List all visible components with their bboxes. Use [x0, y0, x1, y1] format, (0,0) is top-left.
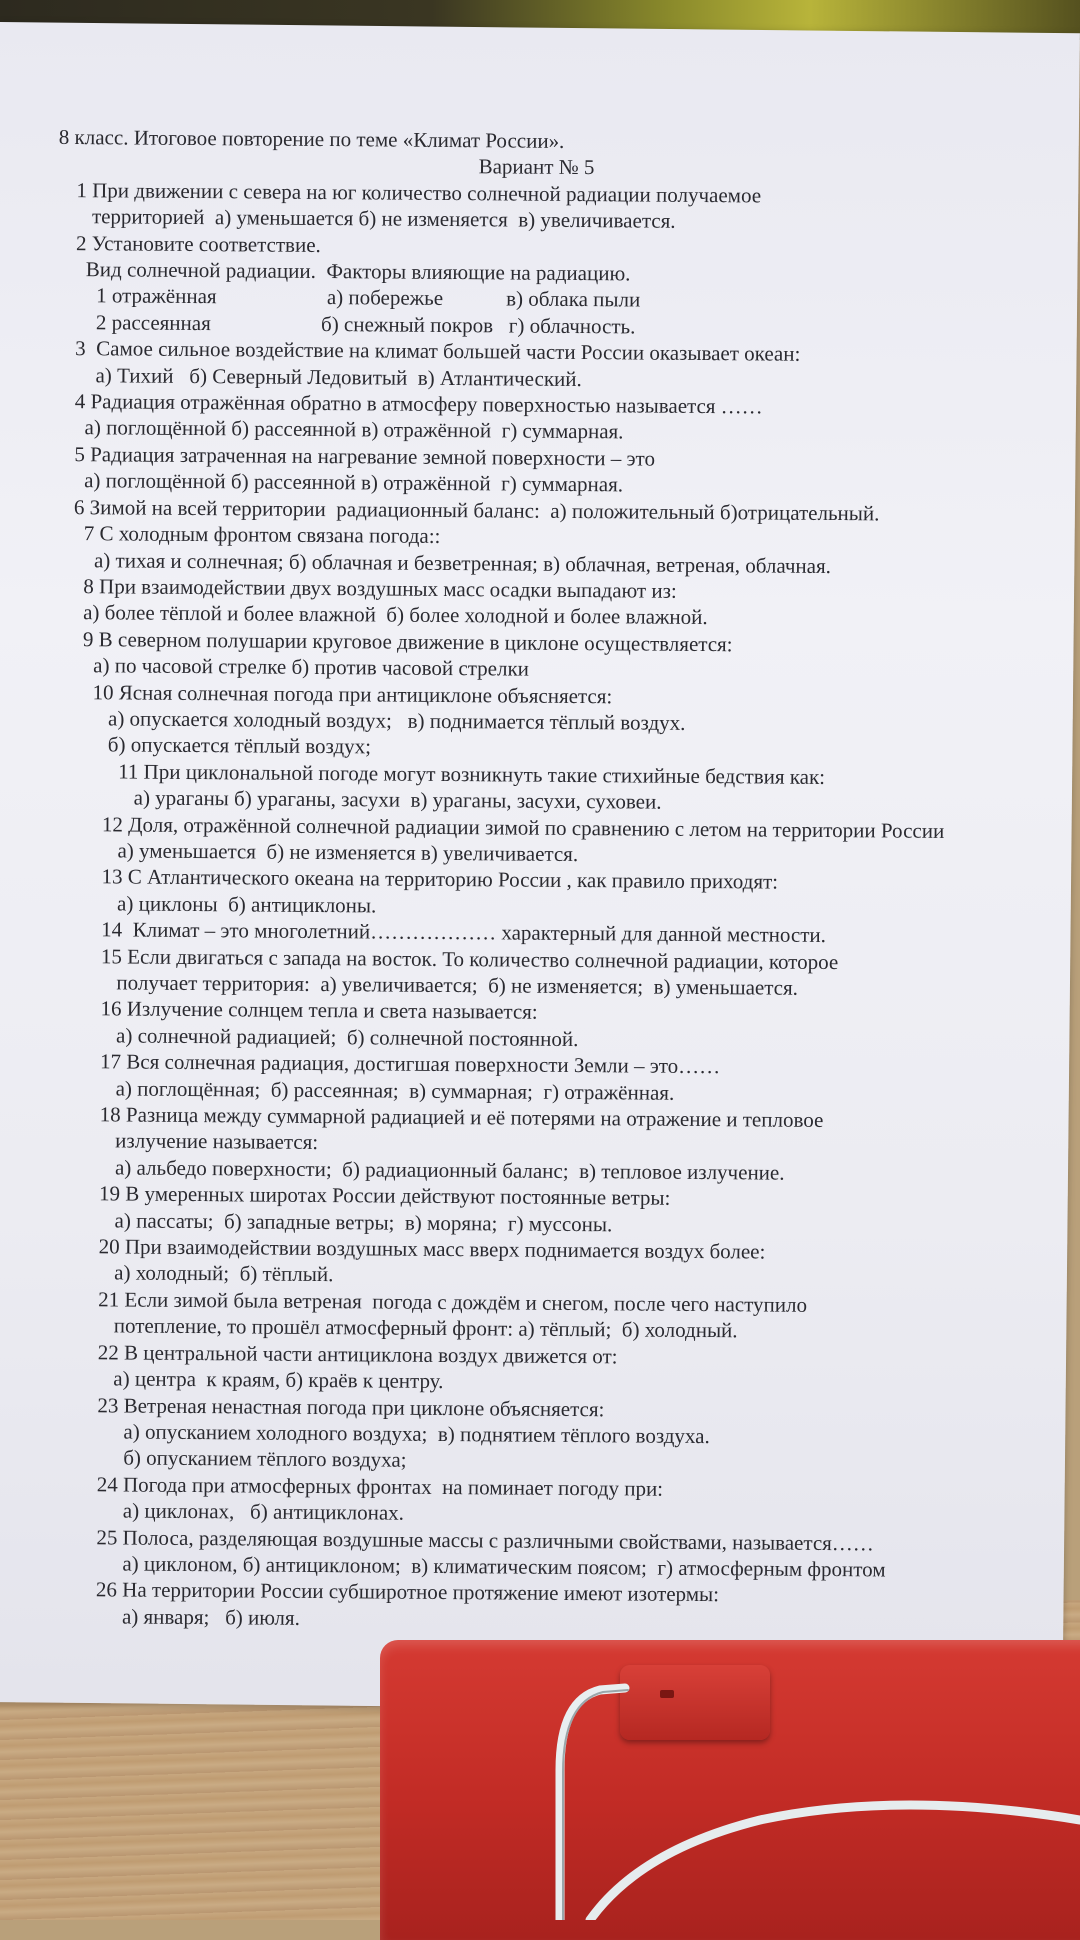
document-line: а) опусканием холодного воздуха; в) поднятием тёплого воздуха.	[86, 1419, 710, 1448]
document-line: а) пассаты; б) западные ветры; в) моряна; г) муссоны.	[88, 1207, 613, 1236]
document-line: 12 Доля, отражённой солнечной радиации зимой по сравнению с летом на территории России	[91, 811, 945, 843]
document-line: 13 С Атлантического океана на территорию России , как правило приходят:	[90, 864, 779, 894]
document-line: а) тихая и солнечная; б) облачная и безветренная; в) облачная, ветреная, облачная.	[83, 547, 832, 578]
document-line: 11 При циклональной погоде могут возникнуть такие стихийные бедствия как:	[91, 758, 826, 789]
document-line: 7 С холодным фронтом связана погода::	[83, 521, 441, 549]
document-line: б) опусканием тёплого воздуха;	[86, 1445, 407, 1473]
document-line: 24 Погода при атмосферных фронтах на поминает погоду при:	[86, 1471, 664, 1501]
holder-clip	[620, 1665, 770, 1740]
document-line: территорией а) уменьшается б) не изменяется в) увеличивается.	[76, 204, 676, 233]
document-line: излучение называется:	[88, 1128, 319, 1155]
document-line: 23 Ветреная ненастная погода при циклоне объясняется:	[86, 1392, 605, 1421]
document-line: 1 отражённая а) побережье в) облака пыли	[85, 283, 641, 312]
document-line: а) уменьшается б) не изменяется в) увеличивается.	[91, 838, 579, 867]
document-line: 8 При взаимодействии двух воздушных масс осадки выпадают из:	[83, 574, 677, 603]
document-line: а) солнечной радиацией; б) солнечной постоянной.	[89, 1023, 579, 1051]
document-line: 5 Радиация затраченная на нагревание земной поверхности – это	[74, 441, 656, 471]
document-line: 26 На территории России субширотное протяжение имеют изотермы:	[85, 1577, 720, 1607]
document-line: а) циклоны б) антициклоны.	[90, 890, 377, 918]
document-text	[47, 124, 1059, 1637]
document-line: б) опускается тёплый воздух;	[91, 732, 372, 759]
document-line: 6 Зимой на всей территории радиационный баланс: а) положительный б)отрицательный.	[73, 494, 880, 526]
document-line: 9 В северном полушарии круговое движение в циклоне осуществляется:	[82, 626, 733, 656]
document-line: 15 Если двигаться с запада на восток. То количество солнечной радиации, которое	[90, 943, 839, 974]
document-line: а) поглощённая; б) рассеянная; в) суммарная; г) отражённая.	[89, 1075, 675, 1105]
document-variant: Вариант № 5	[478, 154, 595, 180]
document-line: 17 Вся солнечная радиация, достигшая поверхности Земли – это……	[89, 1049, 721, 1079]
paper-sheet	[0, 22, 1080, 1713]
document-line: а) ураганы б) ураганы, засухи в) ураганы, засухи, суховеи.	[91, 785, 662, 814]
document-line: а) циклоном, б) антициклоном; в) климатическим поясом; г) атмосферным фронтом	[85, 1551, 886, 1582]
document-line: а) центра к краям, б) краёв к центру.	[87, 1366, 444, 1394]
document-line: а) поглощённой б) рассеянной в) отражённой г) суммарная.	[84, 415, 624, 444]
document-line: потепление, то прошёл атмосферный фронт: а) тёплый; б) холодный.	[87, 1313, 738, 1343]
document-line: 2 Установите соответствие.	[75, 230, 321, 257]
document-line: 2 рассеянная б) снежный покров г) облачность.	[85, 309, 636, 339]
document-line: а) Тихий б) Северный Ледовитый в) Атлантический.	[84, 362, 582, 391]
document-line: 10 Ясная солнечная погода при антициклоне объясняется:	[92, 679, 613, 708]
document-title: 8 класс. Итоговое повторение по теме «Климат России».	[58, 124, 565, 153]
document-line: 4 Радиация отражённая обратно в атмосферу поверхностью называется ……	[74, 389, 763, 419]
document-line: 25 Полоса, разделяющая воздушные массы с различными свойствами, называется……	[85, 1524, 874, 1555]
document-line: Вид солнечной радиации. Факторы влияющие на радиацию.	[85, 257, 631, 286]
document-line: получает территория: а) увеличивается; б) не изменяется; в) уменьшается.	[90, 970, 799, 1000]
document-line: 22 В центральной части антициклона воздух движется от:	[87, 1339, 618, 1369]
document-line: а) поглощённой б) рассеянной в) отражённой г) суммарная.	[84, 468, 624, 497]
document-line: а) более тёплой и более влажной б) более холодной и более влажной.	[83, 600, 708, 630]
clip-slot	[660, 1690, 674, 1698]
document-line: а) циклонах, б) антициклонах.	[85, 1498, 405, 1525]
document-line: 19 В умеренных широтах России действуют постоянные ветры:	[88, 1181, 671, 1211]
document-line: а) опускается холодный воздух; в) поднимается тёплый воздух.	[92, 706, 686, 735]
document-line: а) альбедо поверхности; б) радиационный баланс; в) тепловое излучение.	[88, 1155, 785, 1185]
document-line: 20 При взаимодействии воздушных масс вверх поднимается воздух более:	[88, 1234, 766, 1264]
document-line: 21 Если зимой была ветреная погода с дождём и снегом, после чего наступило	[87, 1287, 808, 1317]
document-line: а) января; б) июля.	[85, 1603, 300, 1630]
document-line: а) по часовой стрелке б) против часовой стрелки	[82, 653, 530, 681]
document-line: 18 Разница между суммарной радиацией и её потерями на отражение и тепловое	[89, 1102, 824, 1132]
document-line: 3 Самое сильное воздействие на климат большей части России оказывает океан:	[75, 336, 801, 367]
question-list	[47, 177, 1058, 1637]
document-line: 16 Излучение солнцем тепла и света называется:	[89, 996, 538, 1025]
document-line: 14 Климат – это многолетний……………… характерный для данной местности.	[90, 917, 827, 948]
document-line: а) холодный; б) тёплый.	[87, 1260, 334, 1287]
document-line: 1 При движении с севера на юг количество солнечной радиации получаемое	[76, 177, 762, 208]
